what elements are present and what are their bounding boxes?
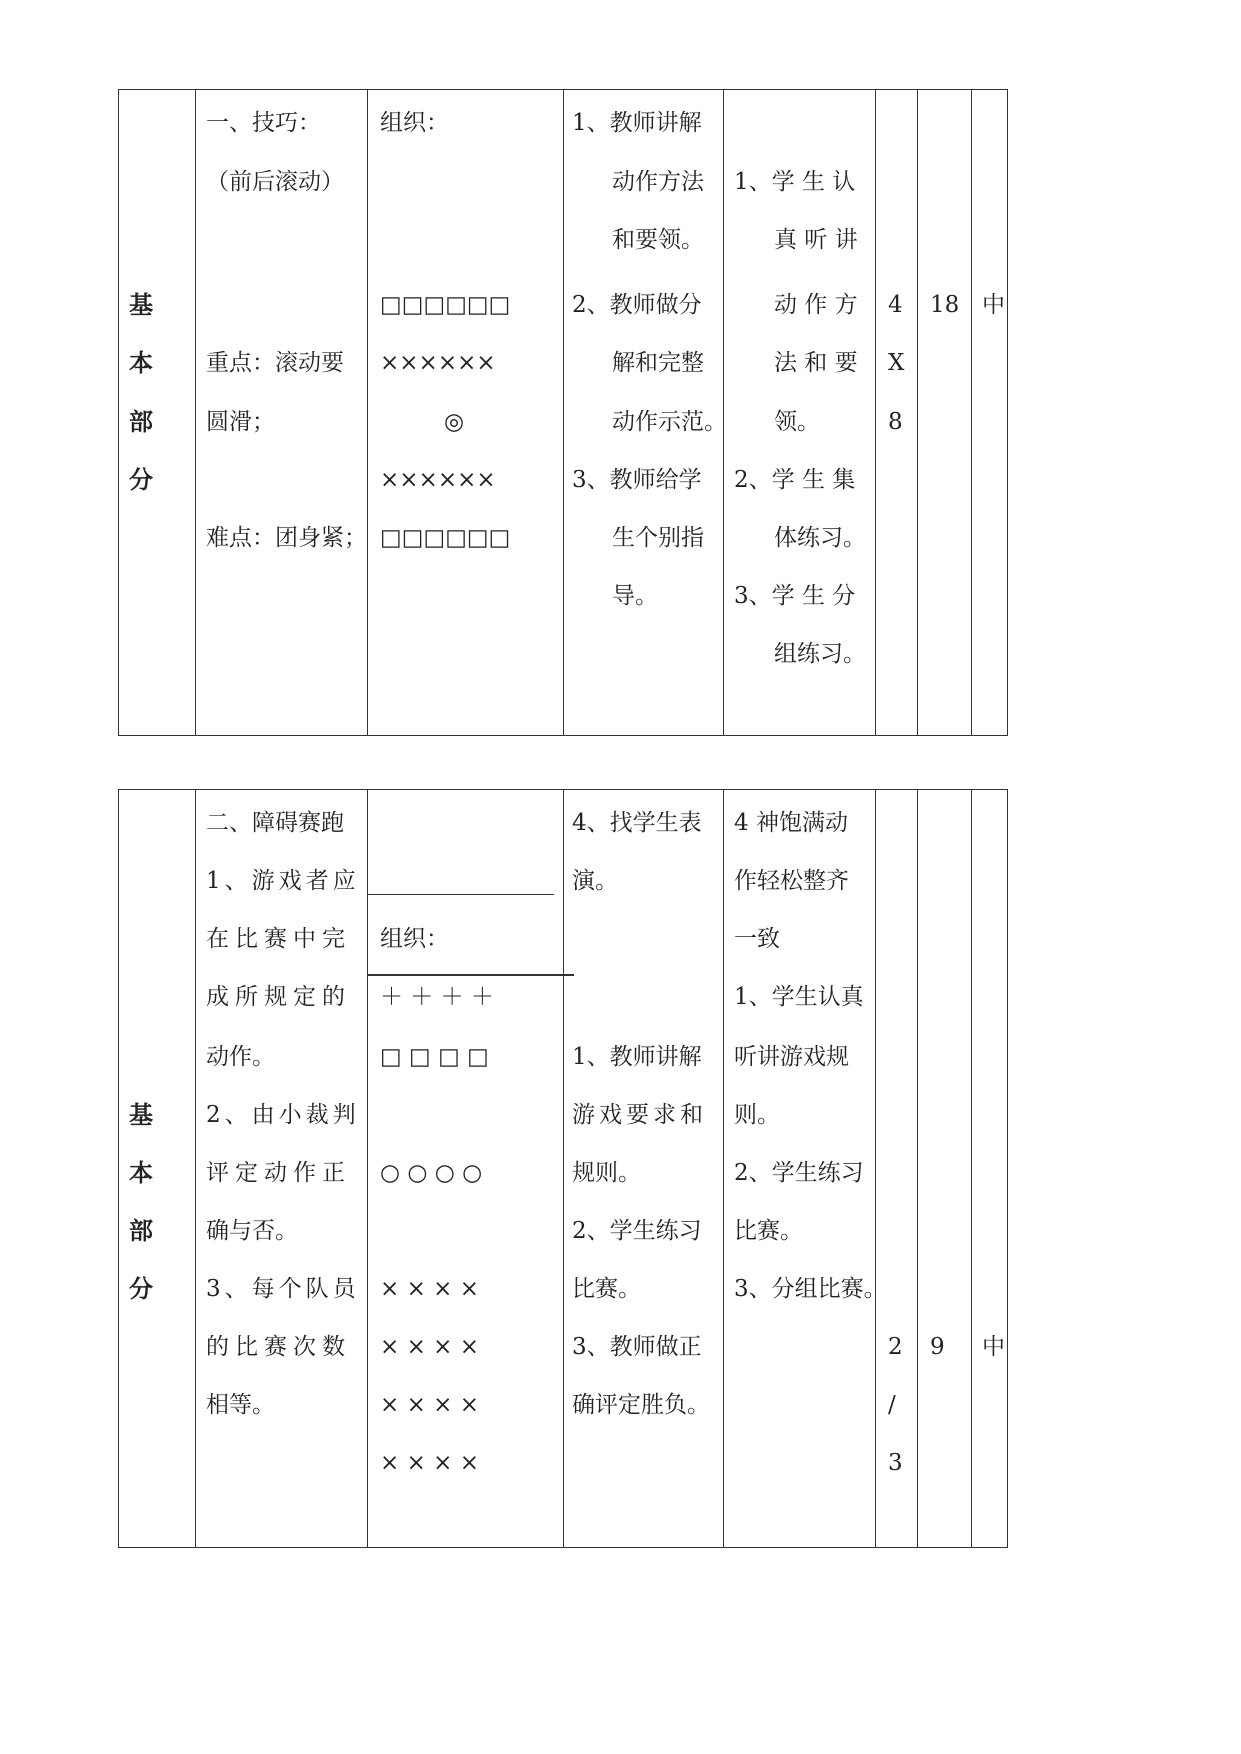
section-char: 本 bbox=[129, 349, 153, 377]
content-line: 圆滑； bbox=[206, 409, 275, 435]
content-line: 确与否。 bbox=[206, 1218, 298, 1244]
student-line: 3、学 生 分 bbox=[734, 583, 856, 609]
student-line: 1、学生认真 bbox=[734, 984, 864, 1010]
content-line: 二、障碍赛跑 bbox=[206, 810, 344, 836]
student-line: 一致 bbox=[734, 926, 780, 952]
minutes-column bbox=[917, 90, 971, 735]
content-line: 1、游戏者应 bbox=[206, 868, 360, 894]
organization-column bbox=[367, 790, 563, 1547]
formation-row: ＋ ＋ ＋ ＋ bbox=[380, 984, 494, 1010]
content-line: 的比赛次数 bbox=[206, 1334, 351, 1360]
student-activity-column bbox=[723, 790, 887, 1547]
formation-row: × × × × bbox=[380, 1334, 480, 1360]
formation-row: □□□□□□ bbox=[380, 525, 511, 551]
teacher-line: 游戏要求和 bbox=[572, 1102, 707, 1128]
teacher-line: 导。 bbox=[612, 583, 658, 609]
teacher-line: 动作方法 bbox=[612, 169, 704, 195]
student-line: 1、学 生 认 bbox=[734, 169, 856, 195]
formation-row: × × × × bbox=[380, 1392, 480, 1418]
teacher-line: 1、教师讲解 bbox=[572, 110, 702, 136]
times-char: 3 bbox=[888, 1450, 903, 1476]
organization-column bbox=[367, 90, 563, 735]
section-char: 分 bbox=[129, 1275, 153, 1303]
content-line: 成所规定的 bbox=[206, 984, 351, 1010]
content-line: 重点：滚动要 bbox=[206, 350, 344, 376]
teacher-line: 规则。 bbox=[572, 1160, 641, 1186]
intensity-column bbox=[971, 90, 1009, 735]
section-char: 基 bbox=[129, 1101, 153, 1129]
content-column bbox=[195, 790, 367, 1547]
teacher-line: 确评定胜负。 bbox=[572, 1392, 710, 1418]
student-line: 组练习。 bbox=[774, 641, 866, 667]
section-char: 本 bbox=[129, 1159, 153, 1187]
section-column bbox=[119, 790, 195, 1547]
times-column bbox=[875, 90, 917, 735]
content-line: 难点：团身紧； bbox=[206, 525, 367, 551]
student-line: 4 神饱满动 bbox=[734, 810, 848, 836]
teacher-position-icon: ◎ bbox=[444, 409, 465, 435]
teacher-line: 和要领。 bbox=[612, 227, 704, 253]
teacher-line: 演。 bbox=[572, 868, 618, 894]
content-line: （前后滚动） bbox=[206, 169, 344, 195]
formation-row: ×××××× bbox=[380, 467, 496, 493]
student-line: 2、学生练习 bbox=[734, 1160, 864, 1186]
organization-label: 组织： bbox=[380, 926, 449, 952]
student-line: 2、学 生 集 bbox=[734, 467, 856, 493]
formation-row: ×××××× bbox=[380, 350, 496, 376]
teacher-line: 4、找学生表 bbox=[572, 810, 702, 836]
teacher-line: 比赛。 bbox=[572, 1276, 641, 1302]
content-column bbox=[195, 90, 367, 735]
student-line: 3、分组比赛。 bbox=[734, 1276, 887, 1302]
student-line: 真 听 讲 bbox=[774, 227, 858, 253]
teacher-line: 2、学生练习 bbox=[572, 1218, 702, 1244]
student-line: 比赛。 bbox=[734, 1218, 803, 1244]
teacher-activity-column bbox=[563, 90, 727, 735]
intensity-column bbox=[971, 790, 1009, 1547]
formation-row: × × × × bbox=[380, 1276, 480, 1302]
teacher-line: 生个别指 bbox=[612, 525, 704, 551]
section-column bbox=[119, 90, 195, 735]
teacher-line: 3、教师给学 bbox=[572, 467, 702, 493]
student-line: 动 作 方 bbox=[774, 292, 858, 318]
intensity-value: 中 bbox=[982, 292, 1005, 318]
student-line: 法 和 要 bbox=[774, 350, 858, 376]
times-char: 2 bbox=[888, 1334, 903, 1360]
student-line: 听讲游戏规 bbox=[734, 1044, 849, 1070]
teacher-activity-column bbox=[563, 790, 723, 1547]
section-char: 分 bbox=[129, 466, 153, 494]
teacher-line: 3、教师做正 bbox=[572, 1334, 702, 1360]
content-line: 3、每个队员 bbox=[206, 1276, 360, 1302]
teacher-line: 动作示范。 bbox=[612, 409, 727, 435]
student-line: 则。 bbox=[734, 1102, 780, 1128]
lesson-table-1 bbox=[118, 89, 1008, 736]
lesson-table-2 bbox=[118, 789, 1008, 1548]
teacher-line: 2、教师做分 bbox=[572, 292, 702, 318]
divider-line bbox=[368, 894, 554, 895]
minutes-column bbox=[917, 790, 971, 1547]
times-column bbox=[875, 790, 917, 1547]
section-char: 基 bbox=[129, 291, 153, 319]
teacher-line: 解和完整 bbox=[612, 350, 704, 376]
times-char: 4 bbox=[888, 292, 903, 318]
student-line: 领。 bbox=[774, 409, 820, 435]
content-line: 动作。 bbox=[206, 1044, 275, 1070]
times-char: / bbox=[888, 1392, 896, 1418]
organization-label: 组织： bbox=[380, 110, 449, 136]
content-line: 评定动作正 bbox=[206, 1160, 351, 1186]
formation-row: ○ ○ ○ ○ bbox=[380, 1160, 483, 1186]
content-line: 2、由小裁判 bbox=[206, 1102, 360, 1128]
content-line: 在比赛中完 bbox=[206, 926, 351, 952]
formation-row: □ □ □ □ bbox=[380, 1044, 489, 1070]
times-char: 8 bbox=[888, 409, 903, 435]
student-activity-column bbox=[723, 90, 875, 735]
formation-row: □□□□□□ bbox=[380, 292, 511, 318]
content-line: 相等。 bbox=[206, 1392, 275, 1418]
section-char: 部 bbox=[129, 1217, 153, 1245]
minutes-value: 9 bbox=[930, 1334, 945, 1360]
teacher-line: 1、教师讲解 bbox=[572, 1044, 702, 1070]
student-line: 体练习。 bbox=[774, 525, 866, 551]
content-line: 一、技巧： bbox=[206, 110, 321, 136]
minutes-value: 18 bbox=[930, 292, 960, 318]
section-char: 部 bbox=[129, 408, 153, 436]
times-char: X bbox=[888, 350, 905, 376]
formation-row: × × × × bbox=[380, 1450, 480, 1476]
intensity-value: 中 bbox=[982, 1334, 1005, 1360]
student-line: 作轻松整齐 bbox=[734, 868, 849, 894]
